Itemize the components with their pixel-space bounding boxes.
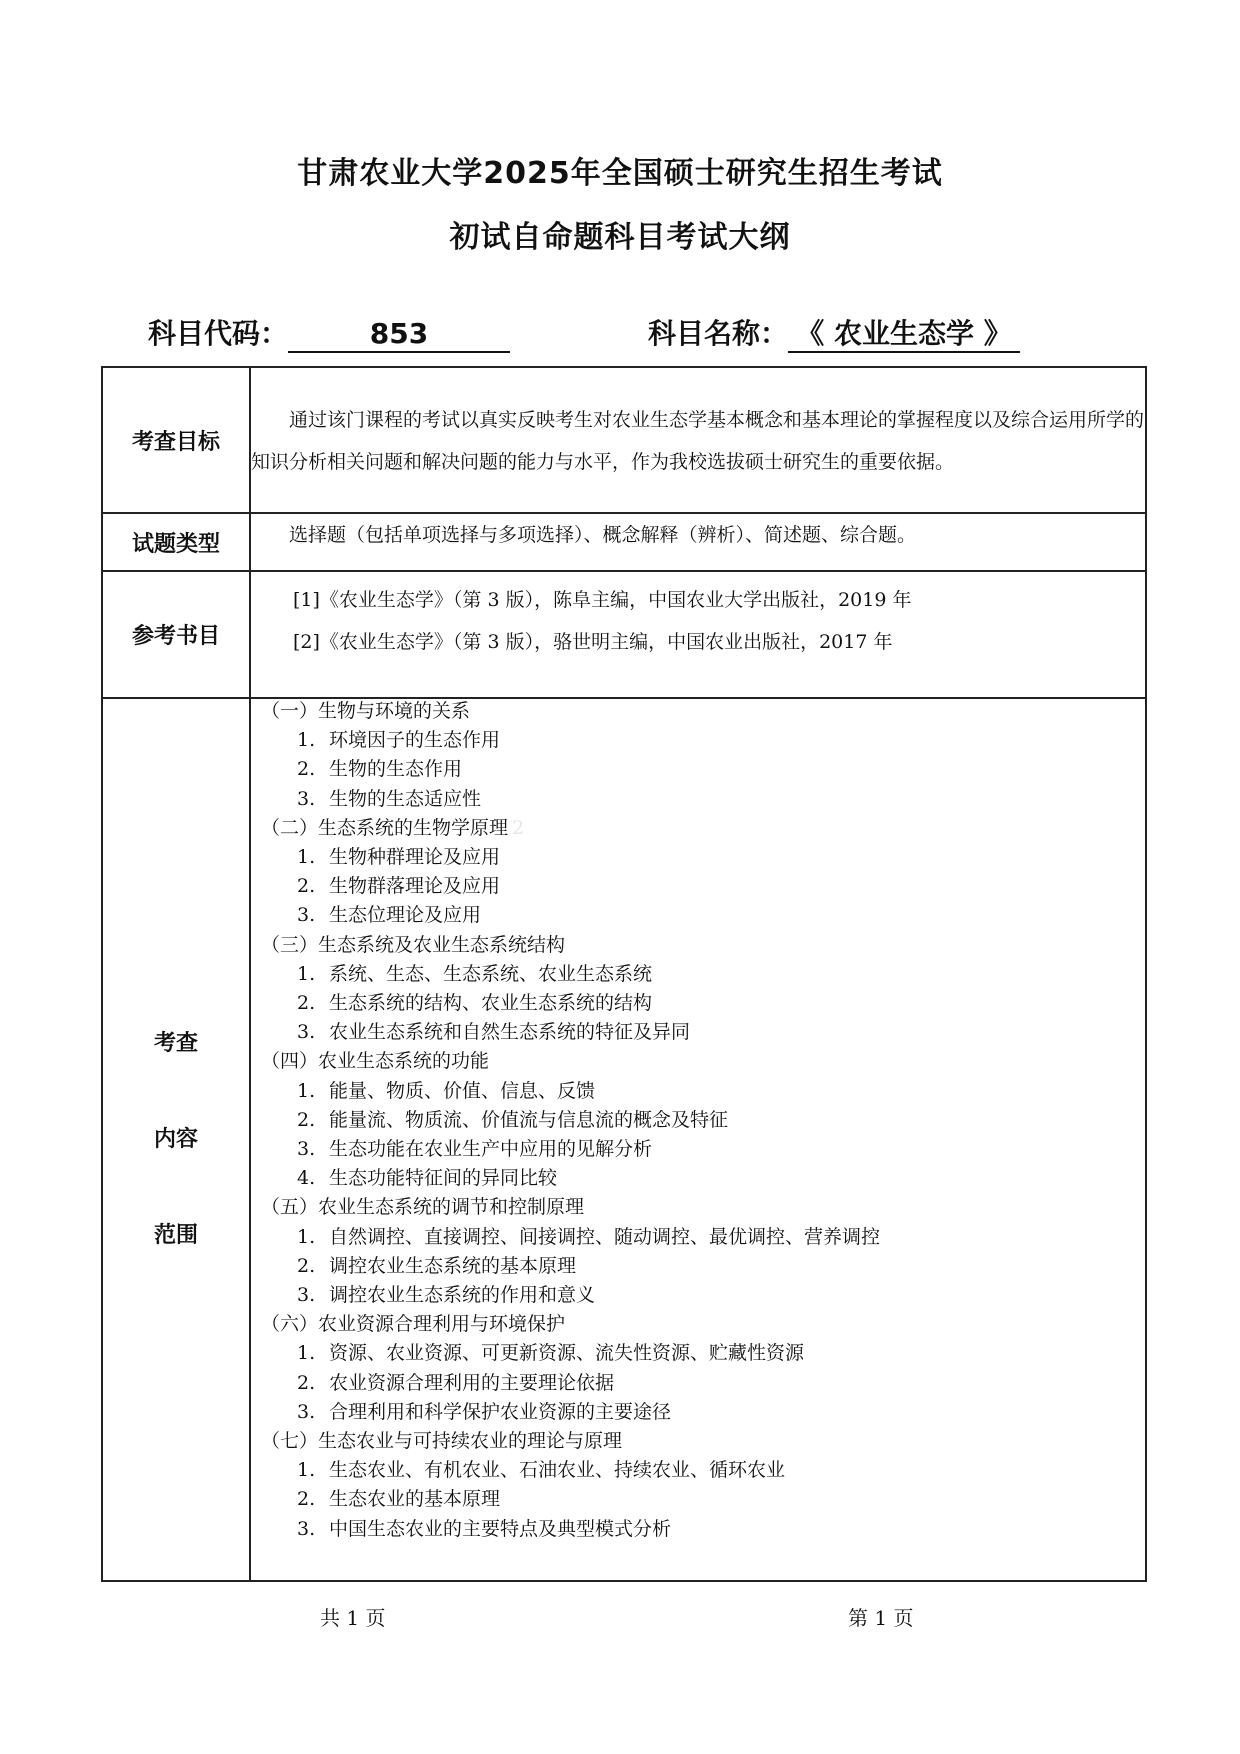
exam-scope-label-line: 范围 [153, 1222, 198, 1248]
reference-books-cell [250, 571, 1146, 698]
scope-item-index: 3. [297, 904, 316, 927]
scope-item-text: 生态系统的结构、农业生态系统的结构 [329, 992, 653, 1015]
scope-item-index: 1. [297, 962, 316, 985]
scope-item [255, 726, 1145, 755]
scope-item-index: 2. [297, 1254, 316, 1277]
scope-item-index: 4. [297, 1167, 316, 1190]
document-subtitle: 初试自命题科目考试大纲 [449, 220, 791, 255]
exam-goal-text: 通过该门课程的考试以真实反映考生对农业生态学基本概念和基本理论的掌握程度以及综合运用所学的知识分析相关问题和解决问题的能力与水平，作为我校选拔硕士研究生的重要依据。 [251, 409, 1145, 473]
scope-item [255, 755, 1145, 784]
scope-section-heading [255, 931, 1145, 960]
scope-item-index: 1. [297, 1079, 316, 1102]
exam-scope-cell [250, 698, 1146, 1581]
scope-item-index: 3. [297, 1021, 316, 1044]
scope-item [255, 1398, 1145, 1427]
scope-item-text: 环境因子的生态作用 [329, 729, 501, 752]
scope-item-index: 3. [297, 1400, 316, 1423]
scope-item-index: 3. [297, 1517, 316, 1540]
scope-item [255, 1106, 1145, 1135]
outline-table [101, 366, 1147, 1582]
scope-item-text: 能量、物质、价值、信息、反馈 [329, 1079, 596, 1102]
exam-goal-label: 考查目标 [102, 367, 250, 513]
scope-item-text: 生态农业的基本原理 [329, 1488, 501, 1511]
scope-section-heading [255, 1427, 1145, 1456]
scope-item-text: 调控农业生态系统的基本原理 [329, 1254, 577, 1277]
scope-item-text: 生物群落理论及应用 [329, 875, 501, 898]
scope-section-heading [255, 814, 1145, 843]
scope-item [255, 872, 1145, 901]
scope-section-title: 农业生态系统的功能 [318, 1050, 490, 1073]
scope-section-title: 生物与环境的关系 [318, 700, 471, 722]
reference-book-item: [2]《农业生态学》（第 3 版），骆世明主编，中国农业出版社，2017 年 [293, 630, 893, 653]
scope-section-number: （四） [261, 1050, 319, 1073]
scope-item-index: 2. [297, 992, 316, 1015]
scope-section-number: （七） [261, 1430, 319, 1453]
scope-section-number: （五） [261, 1196, 319, 1219]
row-reference-books [102, 571, 1146, 698]
subject-name-group [648, 312, 1020, 353]
subject-code-label: 科目代码： [148, 317, 289, 350]
scope-item [255, 1135, 1145, 1164]
scope-item-index: 2. [297, 1108, 316, 1131]
scope-section-heading [255, 697, 1145, 726]
scope-section-heading [255, 1193, 1145, 1222]
reference-books-list [251, 579, 1145, 663]
scope-item [255, 1018, 1145, 1047]
question-types-label: 试题类型 [102, 513, 250, 571]
subject-name-value: 《 农业生态学 》 [788, 317, 1020, 353]
scope-item-index: 1. [297, 1342, 316, 1365]
scope-item [255, 989, 1145, 1018]
scope-item-index: 1. [297, 729, 316, 752]
scope-item-index: 1. [297, 1459, 316, 1482]
scope-item-text: 生态功能特征间的异同比较 [329, 1167, 558, 1190]
scope-item-text: 能量流、物质流、价值流与信息流的概念及特征 [329, 1108, 729, 1131]
exam-scope-label-line: 考查 [153, 1030, 198, 1056]
page-number: 第 1 页 [848, 1606, 914, 1630]
scope-item [255, 1281, 1145, 1310]
exam-scope-label [103, 1029, 249, 1251]
scope-item [255, 1456, 1145, 1485]
scope-item-text: 生物种群理论及应用 [329, 846, 501, 869]
scope-item [255, 785, 1145, 814]
scope-item-index: 2. [297, 875, 316, 898]
scope-item-text: 资源、农业资源、可更新资源、流失性资源、贮藏性资源 [329, 1342, 805, 1365]
scope-item [255, 1485, 1145, 1514]
scope-section-title: 农业生态系统的调节和控制原理 [318, 1196, 585, 1219]
scope-item [255, 901, 1145, 930]
scope-item-text: 农业生态系统和自然生态系统的特征及异同 [329, 1021, 691, 1044]
row-question-types [102, 513, 1146, 571]
scope-item-index: 1. [297, 1225, 316, 1248]
exam-scope-label-cell [102, 698, 250, 1581]
subject-code-value: 853 [288, 317, 510, 353]
scope-section-heading [255, 1310, 1145, 1339]
scope-item-text: 合理利用和科学保护农业资源的主要途径 [329, 1400, 672, 1423]
subject-code-group [148, 312, 510, 353]
reference-book-item: [1]《农业生态学》（第 3 版），陈阜主编，中国农业大学出版社，2019 年 [293, 588, 912, 611]
scope-item-text: 调控农业生态系统的作用和意义 [329, 1284, 596, 1307]
scope-item-text: 系统、生态、生态系统、农业生态系统 [329, 962, 653, 985]
scope-item-index: 3. [297, 1284, 316, 1307]
scope-section-number: （六） [261, 1313, 319, 1336]
scope-item [255, 1369, 1145, 1398]
scope-section-number: （二） [261, 816, 319, 839]
scope-item [255, 960, 1145, 989]
exam-goal-cell [250, 367, 1146, 513]
scope-item-text: 生态位理论及应用 [329, 904, 482, 927]
scope-section-title: 农业资源合理利用与环境保护 [318, 1313, 566, 1336]
scope-item [255, 1515, 1145, 1544]
scope-item-text: 中国生态农业的主要特点及典型模式分析 [329, 1517, 672, 1540]
scope-item-text: 自然调控、直接调控、间接调控、随动调控、最优调控、营养调控 [329, 1225, 881, 1248]
row-exam-scope [102, 698, 1146, 1581]
scope-item-text: 生态农业、有机农业、石油农业、持续农业、循环农业 [329, 1459, 786, 1482]
scope-item-text: 生态功能在农业生产中应用的见解分析 [329, 1138, 653, 1161]
exam-scope-label-line: 内容 [153, 1126, 198, 1152]
scope-item-text: 生物的生态适应性 [329, 787, 482, 810]
scope-section-number: （一） [261, 700, 319, 722]
scope-item-index: 1. [297, 846, 316, 869]
scope-section-title: 生态系统的生物学原理 [318, 816, 509, 839]
watermark-mark: 2 [512, 816, 525, 839]
scope-item-index: 3. [297, 1138, 316, 1161]
scope-item-index: 3. [297, 787, 316, 810]
scope-item [255, 843, 1145, 872]
scope-item [255, 1252, 1145, 1281]
exam-scope-list [251, 697, 1145, 1544]
document-title: 甘肃农业大学2025年全国硕士研究生招生考试 [297, 156, 943, 191]
scope-item-index: 2. [297, 1488, 316, 1511]
scope-item-index: 2. [297, 1371, 316, 1394]
scope-item [255, 1164, 1145, 1193]
scope-item [255, 1339, 1145, 1368]
scope-section-number: （三） [261, 933, 319, 956]
page-total: 共 1 页 [320, 1606, 386, 1630]
scope-item-text: 生物的生态作用 [329, 758, 463, 781]
subject-name-label: 科目名称： [648, 317, 789, 350]
scope-item [255, 1077, 1145, 1106]
question-types-text: 选择题（包括单项选择与多项选择）、概念解释（辨析）、简述题、综合题。 [289, 524, 917, 546]
question-types-cell [250, 513, 1146, 571]
scope-section-heading [255, 1047, 1145, 1076]
scope-item [255, 1223, 1145, 1252]
scope-item-text: 农业资源合理利用的主要理论依据 [329, 1371, 615, 1394]
scope-section-title: 生态系统及农业生态系统结构 [318, 933, 566, 956]
scope-section-title: 生态农业与可持续农业的理论与原理 [318, 1430, 623, 1453]
reference-books-label: 参考书目 [102, 571, 250, 698]
row-exam-goal [102, 367, 1146, 513]
scope-item-index: 2. [297, 758, 316, 781]
